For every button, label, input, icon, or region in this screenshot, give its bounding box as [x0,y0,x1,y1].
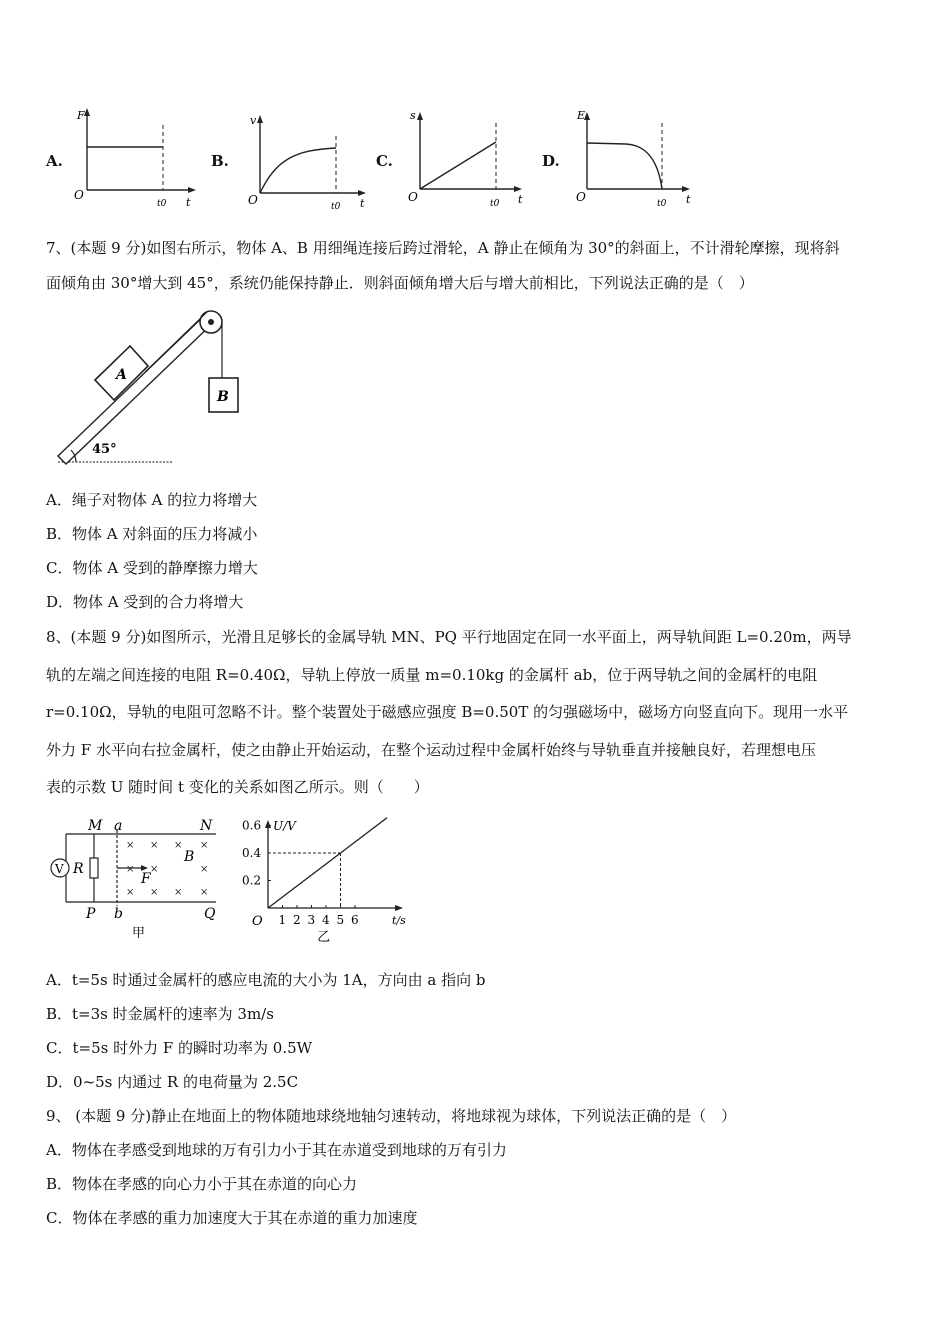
q6-graph-d [566,105,706,213]
q8-stem-line-4: 外力 F 水平向右拉金属杆，使之由静止开始运动，在整个运动过程中金属杆始终与导轨垂直并接触良好，若理想电压 [46,741,816,759]
svg-text:×: × [126,840,135,851]
q8-n-label: N [200,818,213,834]
q8-p-label: P [86,906,96,922]
q6-option-b-label: B. [211,152,229,170]
svg-text:×: × [200,864,209,875]
q6-d-t0: t0 [657,199,667,209]
q7-incline-figure [50,300,240,470]
chart-x-arrow [395,905,403,911]
chart-xtick-label: 2 [293,913,301,927]
svg-text:×: × [174,840,183,851]
q6-b-ylabel: v [250,114,257,127]
svg-text:×: × [150,887,159,898]
svg-text:×: × [126,887,135,898]
q6-b-t0: t0 [331,202,341,212]
svg-text:×: × [150,840,159,851]
q8-m-label: M [88,818,103,834]
q6-graph-c [396,105,536,213]
svg-text:×: × [200,887,209,898]
q9-stem-line-1: 9、 (本题 9 分)静止在地面上的物体随地球绕地轴匀速转动，将地球视为球体，下列说法正确的是（ ） [46,1107,737,1125]
q8-jia-caption: 甲 [132,926,146,941]
q6-d-origin: O [576,190,586,204]
q8-voltmeter-label: V [55,862,64,876]
chart-caption: 乙 [317,930,331,942]
q6-d-ylabel: E [577,109,586,122]
chart-xlabel: t/s [392,914,406,927]
q8-field-label: B [184,849,195,865]
chart-xtick-label: 3 [307,913,316,927]
chart-ytick-label: 0.6 [242,818,262,833]
q8-stem-line-5: 表的示数 U 随时间 t 变化的关系如图乙所示。则（ ） [46,778,429,796]
q6-d-xlabel: t [686,193,691,206]
q6-c-xlabel: t [518,193,523,206]
q8-a-label: a [114,818,123,834]
chart-xtick-label: 6 [351,913,359,927]
q6-b-origin: O [248,193,258,207]
q8-option-b: B．t=3s 时金属杆的速率为 3m/s [46,1005,274,1023]
svg-text:×: × [200,840,209,851]
q6-a-xlabel: t [186,196,191,209]
q6-c-origin: O [408,190,418,204]
q7-stem-line-1: 7、(本题 9 分)如图右所示，物体 A、B 用细绳连接后跨过滑轮，A 静止在倾角为 30°的斜面上，不计滑轮摩擦，现将斜 [46,239,840,257]
q8-option-a: A．t=5s 时通过金属杆的感应电流的大小为 1A，方向由 a 指向 b [46,971,486,989]
q8-option-d: D．0~5s 内通过 R 的电荷量为 2.5C [46,1073,299,1091]
q6-graph-b [236,108,376,216]
q9-option-a: A．物体在孝感受到地球的万有引力小于其在赤道受到地球的万有引力 [46,1141,507,1159]
q6-a-origin: O [74,188,84,202]
q6-option-a-label: A. [46,152,63,170]
q7-stem-line-2: 面倾角由 30°增大到 45°，系统仍能保持静止．则斜面倾角增大后与增大前相比，下列说法正确的是（ ） [46,274,754,292]
q7-option-a: A．绳子对物体 A 的拉力将增大 [46,491,258,509]
q9-option-c: C．物体在孝感的重力加速度大于其在赤道的重力加速度 [46,1209,418,1227]
q8-option-c: C．t=5s 时外力 F 的瞬时功率为 0.5W [46,1039,313,1057]
q7-angle-label: 45° [92,442,117,457]
q6-graph-a [60,105,200,210]
q8-figure-yi-chart [238,812,414,942]
q6-option-d-label: D. [542,152,560,170]
chart-xtick-label: 1 [278,913,287,927]
q8-resistor-label: R [73,861,84,877]
q8-figure-jia [44,814,230,944]
chart-origin: O [252,914,263,929]
chart-ytick-label: 0.4 [242,846,262,860]
q6-option-c-label: C. [376,152,393,170]
q8-stem-line-1: 8、(本题 9 分)如图所示，光滑且足够长的金属导轨 MN、PQ 平行地固定在同一水平面上，两导轨间距 L=0.20m，两导 [46,628,852,646]
q8-stem-line-2: 轨的左端之间连接的电阻 R=0.40Ω，导轨上停放一质量 m=0.10kg 的金属杆 ab，位于两导轨之间的金属杆的电阻 [46,666,818,684]
chart-y-arrow [265,820,271,828]
chart-ylabel: U/V [273,819,296,833]
q7-option-c: C．物体 A 受到的静摩擦力增大 [46,559,258,577]
q7-option-b: B．物体 A 对斜面的压力将减小 [46,525,258,543]
svg-text:×: × [150,864,159,875]
q9-option-b: B．物体在孝感的向心力小于其在赤道的向心力 [46,1175,358,1193]
q7-option-d: D．物体 A 受到的合力将增大 [46,593,244,611]
q7-block-a-label: A [116,367,127,383]
q8-b-label: b [114,906,123,922]
q6-c-ylabel: s [410,109,416,122]
chart-ytick-label: 0.2 [242,873,262,888]
q6-a-ylabel: F [77,109,85,122]
chart-xtick-label: 5 [336,913,345,927]
q8-stem-line-3: r=0.10Ω，导轨的电阻可忽略不计。整个装置处于磁感应强度 B=0.50T 的匀强磁场中，磁场方向竖直向下。现用一水平 [46,703,849,721]
svg-text:×: × [126,864,135,875]
q6-a-t0: t0 [157,199,167,209]
svg-text:×: × [174,887,183,898]
q8-force-label: F [141,871,151,887]
q6-b-xlabel: t [360,197,365,210]
q8-q-label: Q [204,906,216,922]
q6-c-t0: t0 [490,199,500,209]
chart-xtick-label: 4 [322,913,330,927]
q7-block-b-label: B [217,389,229,405]
